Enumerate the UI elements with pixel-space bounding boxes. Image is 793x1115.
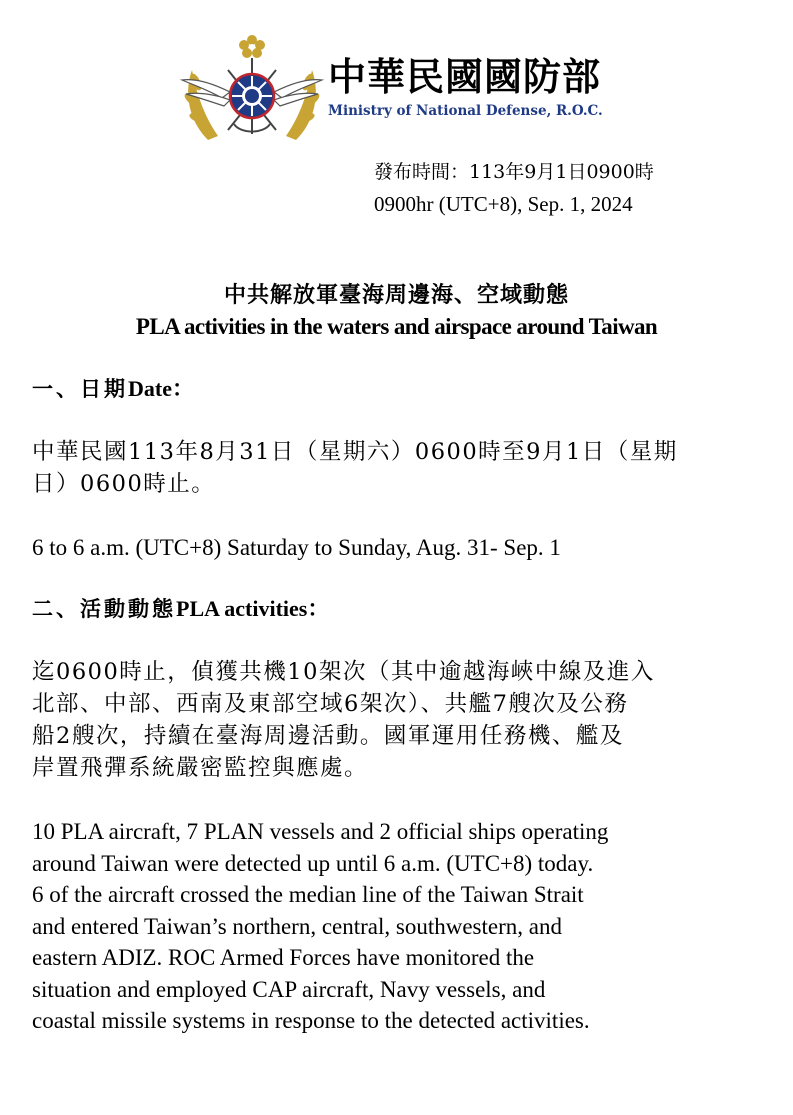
activities-line-en-7: coastal missile systems in response to the detected activities. [32, 1008, 590, 1033]
activities-line-en-3: 6 of the aircraft crossed the median line of the Taiwan Strait [32, 882, 584, 907]
activities-paragraph-en [32, 816, 767, 1037]
document-title-en: PLA activities in the waters and airspace around Taiwan [135, 314, 658, 339]
activities-line-en-6: situation and employed CAP aircraft, Navy vessels, and [32, 976, 546, 1002]
section-activities-heading-en: PLA activities： [176, 596, 330, 621]
section-date-heading [32, 374, 194, 404]
activities-line-en-4: and entered Taiwan’s northern, central, southwestern, and [32, 913, 562, 939]
org-name-zh: 中華民國國防部 [328, 55, 602, 99]
activities-line-en-1: 10 PLA aircraft, 7 PLAN vessels and 2 official ships operating [32, 819, 609, 844]
activities-line-zh-3: 船2艘次，持續在臺海周邊活動。國軍運用任務機、艦及 [32, 723, 624, 749]
date-paragraph-en [32, 532, 767, 564]
document-title-zh: 中共解放軍臺海周邊海、空域動態 [223, 283, 569, 308]
release-time-en: 0900hr (UTC+8), Sep. 1, 2024 [374, 192, 633, 216]
activities-paragraph-zh [32, 656, 767, 784]
section-activities-heading [32, 594, 329, 624]
date-line-en: 6 to 6 a.m. (UTC+8) Saturday to Sunday, Aug. 31- Sep. 1 [32, 535, 561, 560]
date-line-zh-2: 日）0600時止。 [32, 471, 216, 497]
release-time-zh: 發布時間：113年9月1日0900時 [374, 161, 654, 183]
document-title [0, 280, 793, 342]
date-line-zh-1: 中華民國113年8月31日（星期六）0600時至9月1日（星期 [32, 439, 678, 465]
org-name-en: Ministry of National Defense, R.O.C. [328, 103, 603, 119]
activities-line-zh-2: 北部、中部、西南及東部空域6架次）、共艦7艘次及公務 [32, 691, 629, 717]
activities-line-en-5: eastern ADIZ. ROC Armed Forces have monitored the [32, 945, 535, 970]
activities-line-zh-4: 岸置飛彈系統嚴密監控與應處。 [32, 755, 369, 781]
activities-line-zh-1: 迄0600時止，偵獲共機10架次（其中逾越海峽中線及進入 [32, 659, 655, 685]
mnd-emblem-icon [178, 30, 326, 148]
section-date-heading-en: Date： [128, 376, 194, 401]
date-paragraph-zh [32, 436, 767, 500]
activities-line-en-2: around Taiwan were detected up until 6 a.m. (UTC+8) today. [32, 850, 594, 876]
section-activities-heading-zh: 二、活動動態 [32, 597, 176, 621]
release-time [374, 156, 654, 220]
section-date-heading-zh: 一、日期 [32, 377, 128, 401]
